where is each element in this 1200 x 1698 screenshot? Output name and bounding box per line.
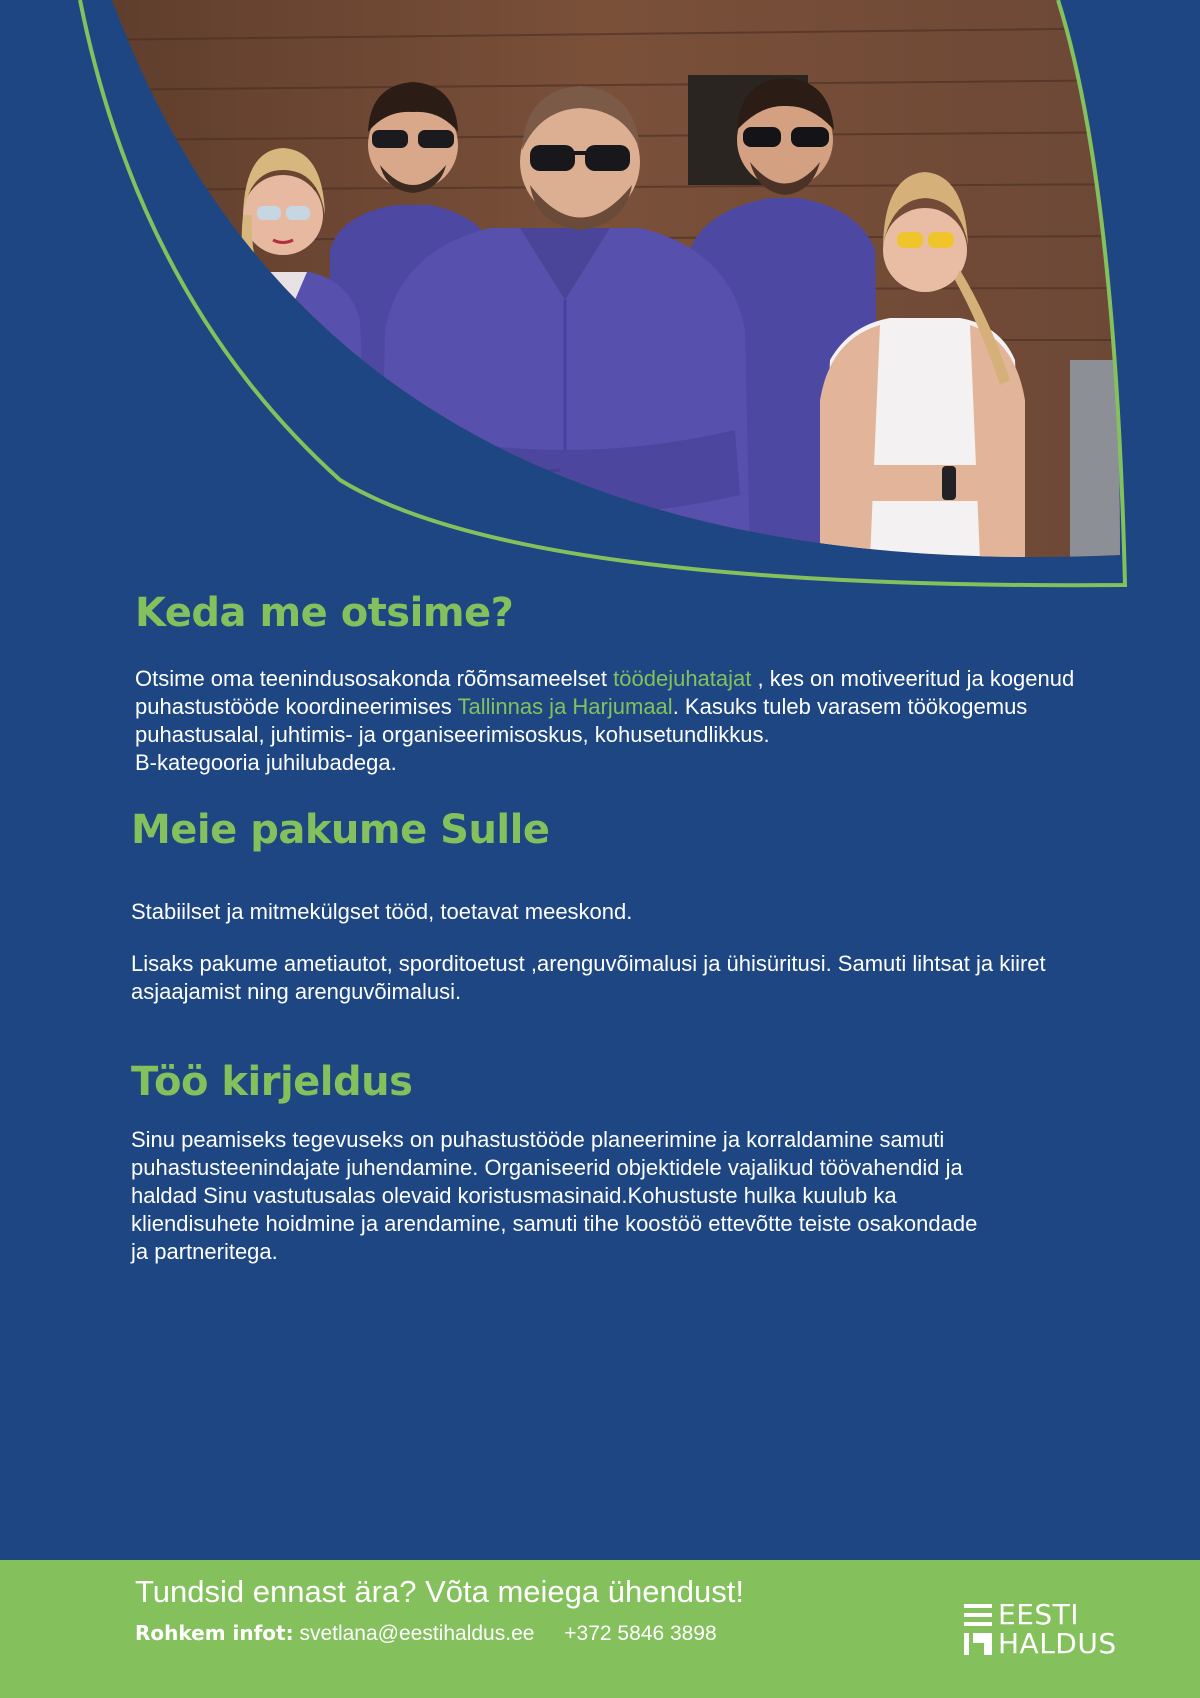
footer-band [0, 1560, 1200, 1698]
text-segment: B-kategooria juhilubadega. [135, 750, 397, 775]
logo-text-line2: HALDUS [998, 1627, 1117, 1660]
call-to-action: Tundsid ennast ära? Võta meiega ühendust! [135, 1574, 744, 1609]
contact-line [135, 1621, 717, 1646]
contact-label: Rohkem infot: [135, 1621, 294, 1645]
text-segment: , kes on motiveeritud ja kogenud puhastustööde koordineerimises [135, 666, 1075, 719]
logo-text-line1: EESTI [998, 1598, 1080, 1631]
heading-we-offer: Meie pakume Sulle [131, 807, 550, 853]
text-segment: . Kasuks tuleb varasem töökogemus puhastusalal, juhtimis- ja organiseerimisoskus, kohusetundlikkus. [135, 694, 1028, 747]
logo-mark-icon [962, 1601, 996, 1659]
paragraph-offer-2: Lisaks pakume ametiautot, sporditoetust ,arenguvõimalusi ja ühisüritusi. Samuti lihtsat ja kiiret asjaajamist ning arenguvõimalusi. [131, 951, 1046, 1004]
eesti-haldus-logo [962, 1598, 1132, 1660]
email-link[interactable]: svetlana@eestihaldus.ee [299, 1622, 535, 1645]
paragraph-job-description: Sinu peamiseks tegevuseks on puhastustööde planeerimine ja korraldamine samuti puhastusteenindajate juhendamine. Organiseerid objektidele vajalikud töövahendid ja haldad Sinu vastutusalas olevaid koristusmasinaid.Kohustuste hulka kuulub ka kliendisuhete hoidmine ja arendamine, samuti tihe koostöö ettevõtte teiste osakondade ja partneritega. [131, 1127, 978, 1264]
text-segment: Otsime oma teenindusosakonda rõõmsameelset [135, 666, 614, 691]
phone-link[interactable]: +372 5846 3898 [564, 1622, 717, 1645]
paragraph-offer-1: Stabiilset ja mitmekülgset tööd, toetavat meeskond. [131, 899, 633, 924]
heading-job-description: Töö kirjeldus [131, 1059, 413, 1105]
heading-who-we-seek: Keda me otsime? [135, 590, 514, 636]
highlight-job-title: töödejuhatajat [613, 666, 752, 691]
highlight-location: Tallinnas ja Harjumaal [457, 694, 673, 719]
hero-photo [0, 0, 1200, 600]
paragraph-who-we-seek [135, 665, 1095, 777]
